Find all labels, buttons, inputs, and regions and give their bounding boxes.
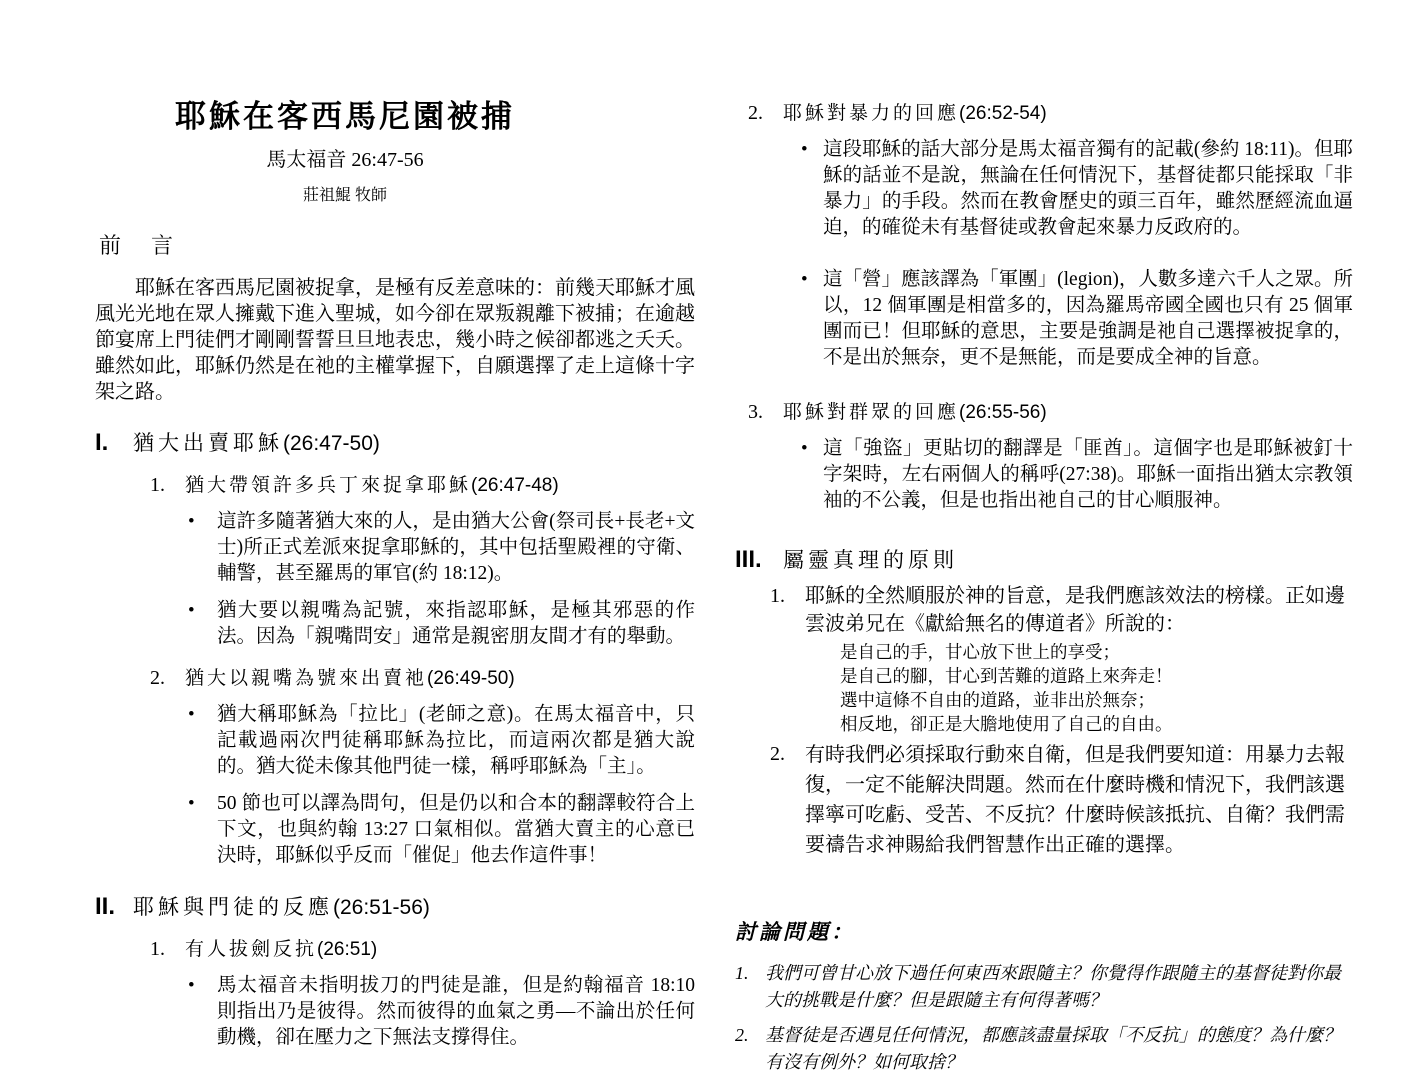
section-3-title-text: 屬靈真理的原則 [783,548,958,572]
subsection-2-3-number: 3. [748,401,763,423]
subsection-2-3-verse-ref: (26:55-56) [959,402,1047,423]
bullet-text: 猶大稱耶穌為「拉比」(老師之意)。在馬太福音中，只記載過兩次門徒稱耶穌為拉比，而這兩次都是猶大說的。猶大從未像其他門徒一樣，稱呼耶穌為「主」。 [217,704,695,778]
bullet-icon: • [188,511,195,533]
bullet-text: 這段耶穌的話大部分是馬太福音獨有的記載(參約 18:11)。但耶穌的話並不是說，無論在任何情況下，基督徒都只能採取「非暴力」的手段。然而在教會歷史的頭三百年，雖然歷經流血逼迫，的確從未有基督徒或教會起來暴力反政府的。 [823,139,1353,238]
subsection-2-1-number: 1. [150,938,165,961]
subsection-1-2-title-text: 猶大以親嘴為號來出賣祂 [185,668,428,690]
subsection-2-1-heading [95,934,695,961]
bullet-item [95,702,695,780]
subsection-2-3-heading [735,397,1353,424]
discussion-question-2 [735,1022,1353,1076]
discussion-question-2-text: 基督徒是否遇見任何情況，都應該盡量採取「不反抗」的態度？為什麼？有沒有例外？如何取捨？ [765,1025,1341,1072]
section-1-heading [95,427,695,457]
poem-line: 是自己的手，甘心放下世上的享受； [840,642,1120,662]
discussion-question-1-text: 我們可曾甘心放下過任何東西來跟隨主？你覺得作跟隨主的基督徒對你最大的挑戰是什麼？但是跟隨主有何得著嗎？ [765,963,1341,1010]
bullet-icon: • [188,793,195,815]
section-1-verse-ref: (26:47-50) [283,432,380,456]
section-1-title [133,427,380,457]
bullet-icon: • [188,975,195,997]
section-2-verse-ref: (26:51-56) [333,896,430,920]
discussion-question-2-number: 2. [735,1025,749,1045]
principle-item-1 [735,582,1353,638]
bullet-icon: • [801,269,808,290]
author-name: 莊祖鯤 牧師 [302,187,387,205]
subsection-2-1-verse-ref: (26:51) [317,939,378,961]
preface-paragraph: 耶穌在客西馬尼園被捉拿，是極有反差意味的：前幾天耶穌才風風光光地在眾人擁戴下進入聖城，如今卻在眾叛親離下被捕；在逾越節宴席上門徒們才剛剛誓誓旦旦地表忠，幾小時之候卻都逃之夭夭。雖然如此，耶穌仍然是在祂的主權掌握下，自願選擇了走上這條十字架之路。 [95,277,695,404]
section-1-numeral: I. [95,429,109,457]
poem-line: 相反地，卻正是大膽地使用了自己的自由。 [840,714,1173,734]
subsection-1-1-title [185,470,559,497]
subsection-2-2-verse-ref: (26:52-54) [959,103,1047,124]
bullet-icon: • [188,704,195,726]
section-2-title [133,891,430,921]
subsection-1-1-heading [95,470,695,497]
subsection-1-2-verse-ref: (26:49-50) [427,668,515,690]
section-3-numeral: III. [735,546,762,573]
bullet-text: 猶大要以親嘴為記號，來指認耶穌，是極其邪惡的作法。因為「親嘴問安」通常是親密朋友間才有的舉動。 [217,600,695,648]
subsection-2-2-title [783,98,1047,125]
bullet-item [95,973,695,1051]
subsection-1-2-title [185,663,515,690]
section-1-title-text: 猶大出賣耶穌 [133,431,283,456]
subsection-2-3-title [783,397,1047,424]
bullet-item [95,509,695,587]
principle-item-1-number: 1. [770,585,785,607]
subsection-1-1-number: 1. [150,474,165,497]
bullet-icon: • [801,438,808,459]
bullet-text: 這許多隨著猶大來的人，是由猶大公會(祭司長+長老+文士)所正式差派來捉拿耶穌的，其中包括聖殿裡的守衛、輔警，甚至羅馬的軍官(約 18:12)。 [217,511,695,585]
right-column [735,0,1353,1076]
section-2-title-text: 耶穌與門徒的反應 [133,895,333,920]
bullet-icon: • [188,600,195,622]
subsection-1-1-verse-ref: (26:47-48) [471,475,559,497]
bullet-text: 這「營」應該譯為「軍團」(legion)，人數多達六千人之眾。所以，12 個軍團是相當多的，因為羅馬帝國全國也只有 25 個軍團而已！但耶穌的意思，主要是強調是祂自己選擇被捉拿的，不是出於無奈，更不是無能，而是要成全神的旨意。 [823,269,1353,368]
discussion-heading: 討論問題： [735,920,855,944]
subsection-2-2-title-text: 耶穌對暴力的回應 [783,103,960,124]
subsection-2-1-title-text: 有人拔劍反抗 [185,939,318,961]
bullet-item [735,436,1353,514]
bullet-item [735,267,1353,371]
section-3-heading [735,544,1353,574]
document-header [95,0,595,205]
left-column [95,0,695,1051]
section-2-numeral: II. [95,893,116,921]
subsection-2-2-heading [735,98,1353,125]
principle-item-2-number: 2. [770,743,785,765]
discussion-question-1-number: 1. [735,963,749,983]
poem-quote [735,640,1353,736]
poem-line: 是自己的腳，甘心到苦難的道路上來奔走！ [840,666,1173,686]
bullet-item [95,598,695,650]
subsection-1-2-number: 2. [150,667,165,690]
discussion-question-1 [735,960,1353,1014]
bullet-text: 這「強盜」更貼切的翻譯是「匪酋」。這個字也是耶穌被釘十字架時，左右兩個人的稱呼(27:38)。耶穌一面指出猶太宗教領袖的不公義，但是也指出祂自己的甘心順服神。 [823,438,1353,511]
bullet-icon: • [801,139,808,160]
bullet-text: 馬太福音未指明拔刀的門徒是誰，但是約翰福音 18:10 則指出乃是彼得。然而彼得的血氣之勇—不論出於任何動機，卻在壓力之下無法支撐得住。 [217,975,695,1049]
subsection-1-2-heading [95,663,695,690]
principle-item-2 [735,740,1353,860]
section-2-heading [95,891,695,921]
scripture-reference: 馬太福音 26:47-56 [266,149,424,172]
subsection-2-3-title-text: 耶穌對群眾的回應 [783,402,960,423]
bullet-text: 50 節也可以譯為問句，但是仍以和合本的翻譯較符合上下文，也與約翰 13:27 口氣相似。當猶大賣主的心意已決時，耶穌似乎反而「催促」他去作這件事！ [217,793,695,867]
bullet-item [735,137,1353,241]
subsection-2-2-number: 2. [748,102,763,124]
discussion-section [735,916,1353,1076]
poem-line: 選中這條不自由的道路，並非出於無奈； [840,690,1155,710]
subsection-1-1-title-text: 猶大帶領許多兵丁來捉拿耶穌 [185,475,472,497]
document-title: 耶穌在客西馬尼園被捕 [175,99,515,134]
principle-item-2-text: 有時我們必須採取行動來自衛，但是我們要知道：用暴力去報復，一定不能解決問題。然而在什麼時機和情況下，我們該選擇寧可吃虧、受苦、不反抗？什麼時候該抵抗、自衛？我們需要禱告求神賜給我們智慧作出正確的選擇。 [805,744,1345,856]
principle-item-1-text: 耶穌的全然順服於神的旨意，是我們應該效法的榜樣。正如邊雲波弟兄在《獻給無名的傳道者》所說的： [805,585,1345,635]
subsection-2-1-title [185,934,377,961]
bullet-item [95,791,695,869]
preface-heading: 前 言 [99,233,178,259]
